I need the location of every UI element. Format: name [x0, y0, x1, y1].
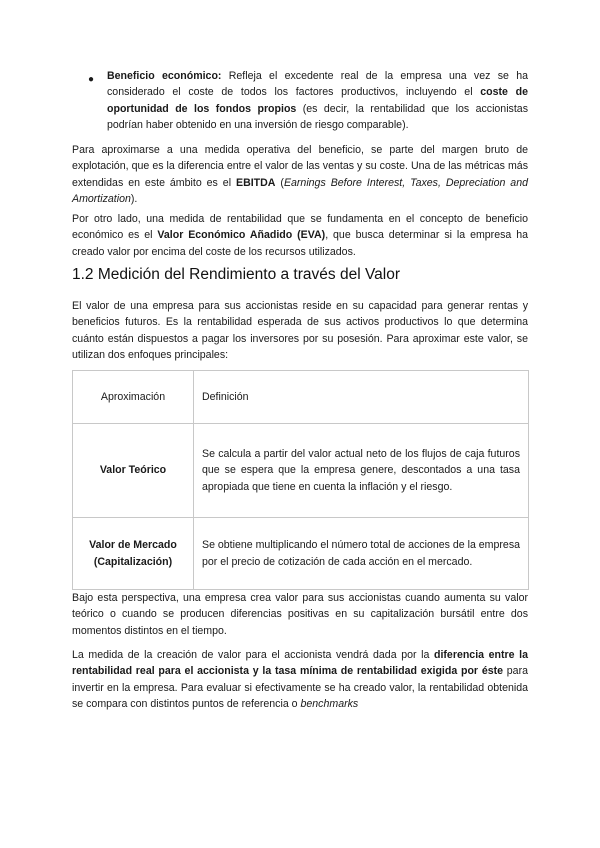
- approach-line-1: Valor de Mercado: [89, 539, 177, 552]
- table-cell-approach: Valor Teórico: [73, 424, 194, 518]
- approach-line-2: (Capitalización): [93, 555, 173, 568]
- table-header-definition: Definición: [194, 371, 529, 424]
- bullet-text-after: (es decir, la rentabilidad que los accionistas podrían haber obtenido en una inversión de riesgo comparable).: [107, 102, 528, 131]
- paragraph-ebitda: [72, 142, 528, 207]
- measure-bold: diferencia entre la rentabilidad real para el accionista y la tasa mínima de rentabilidad exigida por éste: [72, 649, 528, 678]
- table-cell-definition: Se obtiene multiplicando el número total de acciones de la empresa por el precio de cotización de cada acción en el mercado.: [194, 518, 529, 590]
- approaches-table: [72, 370, 529, 590]
- bullet-icon: ●: [88, 74, 95, 85]
- ebitda-term: EBITDA: [236, 176, 276, 189]
- table-cell-approach: [73, 518, 194, 590]
- paragraph-perspective: Bajo esta perspectiva, una empresa crea valor para sus accionistas cuando aumenta su valor teórico o cuando se producen diferencias positivas en su capitalización bursátil entre dos momentos distintos en el tiempo.: [72, 592, 528, 637]
- table-row: [73, 518, 529, 590]
- bullet-bold-phrase: coste de oportunidad de los fondos propios: [107, 86, 529, 115]
- table-cell-definition: Se calcula a partir del valor actual neto de los flujos de caja futuros que se espera que la empresa genere, descontados a una tasa apropiada que tiene en cuenta la inflación y el riesgo.: [194, 424, 529, 518]
- ebitda-text: Para aproximarse a una medida operativa del beneficio, se parte del margen bruto de explotación, que es la diferencia entre el valor de las ventas y su coste. Una de las métricas más extendidas en este ámbito es el: [72, 144, 528, 189]
- bullet-text-before: Refleja el excedente real de la empresa una vez se ha considerado el coste de todos los factores productivos, incluyendo el: [107, 70, 529, 99]
- eva-text-after: , que busca determinar si la empresa ha creado valor por encima del coste de los recursos utilizados.: [72, 229, 528, 258]
- ebitda-italic: Earnings Before Interest, Taxes, Depreciation and Amortization: [72, 176, 528, 205]
- measure-text-before: La medida de la creación de valor para el accionista vendrá dada por la: [72, 649, 434, 661]
- ebitda-paren-open: (: [275, 176, 284, 189]
- measure-text-middle: para invertir en la empresa. Para evaluar si efectivamente se ha creado valor, la rentabilidad obtenida se compara con distintos puntos de referencia o: [72, 665, 528, 710]
- measure-italic: benchmarks: [300, 697, 359, 710]
- table-header-approach: Aproximación: [73, 371, 194, 424]
- table-row: [73, 424, 529, 518]
- paragraph-eva: [72, 211, 528, 260]
- ebitda-paren-close: ).: [130, 192, 138, 205]
- bullet-term: Beneficio económico:: [107, 70, 222, 82]
- eva-term: Valor Económico Añadido (EVA): [157, 229, 326, 242]
- table-header-row: [73, 371, 529, 424]
- eva-text-before: Por otro lado, una medida de rentabilidad que se fundamenta en el concepto de beneficio económico es el: [72, 213, 528, 242]
- bullet-beneficio-economico: [107, 68, 528, 133]
- paragraph-intro: El valor de una empresa para sus accionistas reside en su capacidad para generar rentas y beneficios futuros. Es la rentabilidad esperada de sus activos productivos lo que determina cuánto están dispuestos a pagar los inversores por su posesión. Para aproximar este valor, se utilizan dos enfoques principales:: [72, 300, 528, 361]
- paragraph-measure: [72, 647, 528, 712]
- section-heading: 1.2 Medición del Rendimiento a través del Valor: [72, 266, 400, 283]
